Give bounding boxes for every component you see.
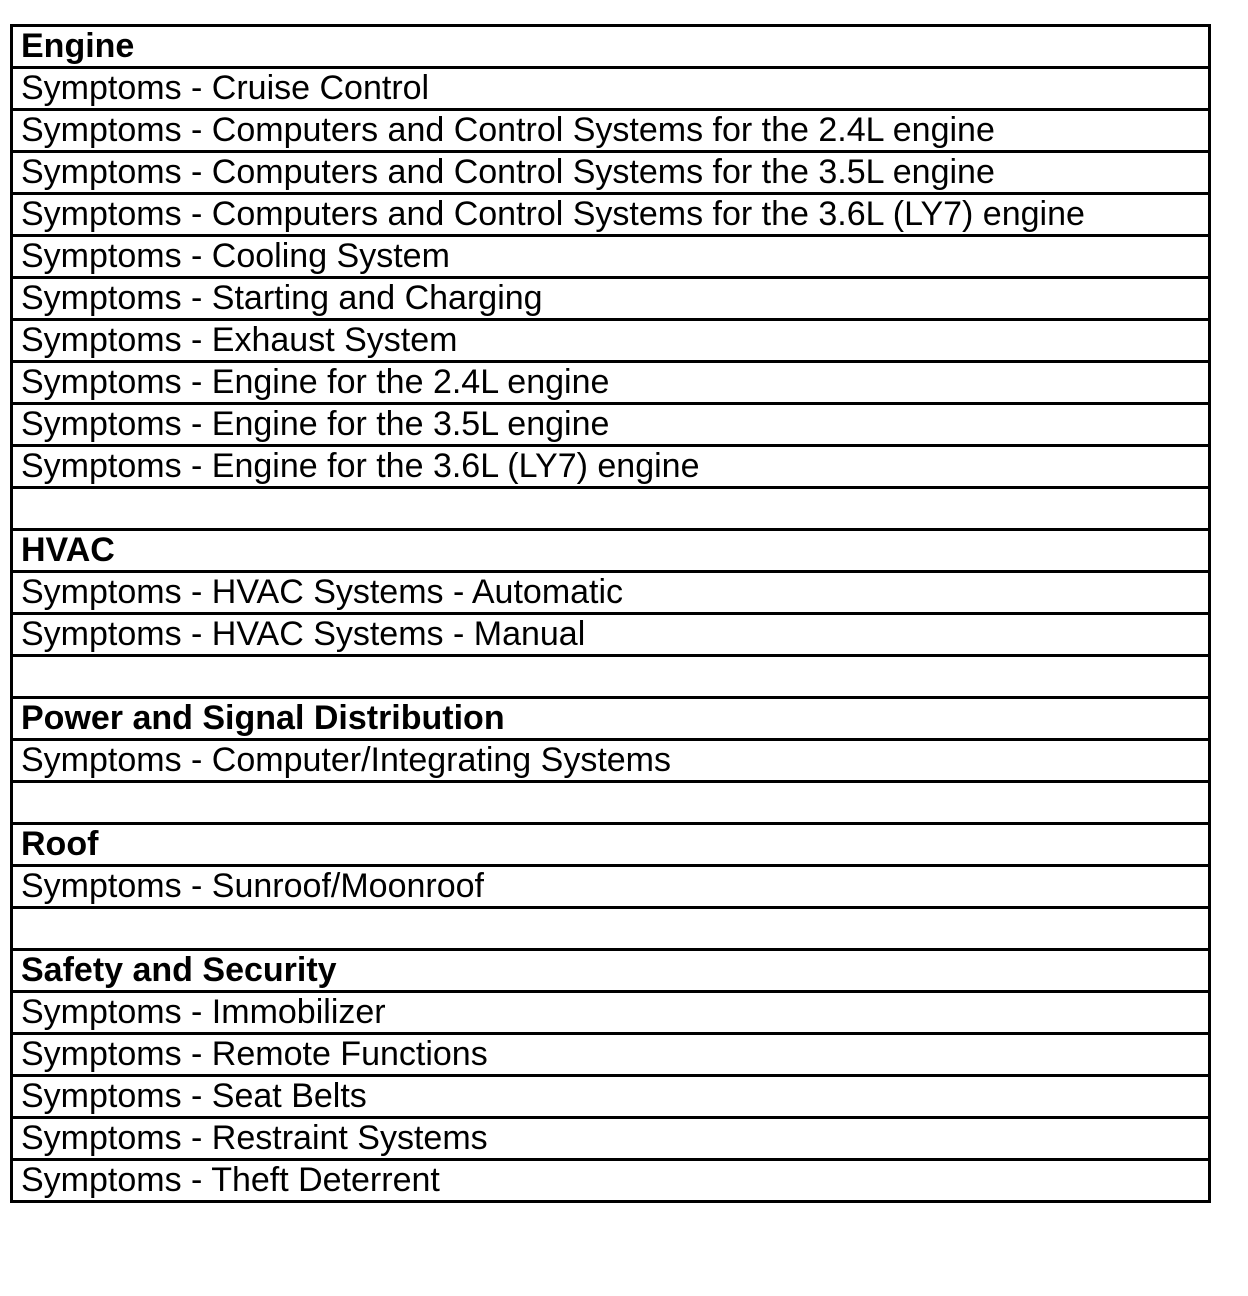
- blank-spacer-row: [12, 488, 1210, 530]
- symptom-link[interactable]: Symptoms - Remote Functions: [12, 1034, 1210, 1076]
- symptom-link[interactable]: Symptoms - Computers and Control Systems for the 3.6L (LY7) engine: [12, 194, 1210, 236]
- blank-cell: [12, 488, 1210, 530]
- symptom-link[interactable]: Symptoms - HVAC Systems - Manual: [12, 614, 1210, 656]
- blank-spacer-row: [12, 782, 1210, 824]
- symptom-link[interactable]: Symptoms - HVAC Systems - Automatic: [12, 572, 1210, 614]
- symptom-row: [12, 110, 1210, 152]
- symptom-row: [12, 152, 1210, 194]
- symptom-link[interactable]: Symptoms - Cooling System: [12, 236, 1210, 278]
- symptom-link[interactable]: Symptoms - Immobilizer: [12, 992, 1210, 1034]
- symptom-link[interactable]: Symptoms - Computers and Control Systems for the 3.5L engine: [12, 152, 1210, 194]
- symptom-row: [12, 320, 1210, 362]
- symptom-row: [12, 992, 1210, 1034]
- symptom-row: [12, 866, 1210, 908]
- symptom-link[interactable]: Symptoms - Cruise Control: [12, 68, 1210, 110]
- symptom-row: [12, 404, 1210, 446]
- symptom-row: [12, 572, 1210, 614]
- symptom-link[interactable]: Symptoms - Engine for the 3.5L engine: [12, 404, 1210, 446]
- symptom-table: [10, 24, 1211, 1203]
- blank-spacer-row: [12, 656, 1210, 698]
- symptom-link[interactable]: Symptoms - Engine for the 3.6L (LY7) engine: [12, 446, 1210, 488]
- section-heading: Roof: [12, 824, 1210, 866]
- section-heading: Power and Signal Distribution: [12, 698, 1210, 740]
- section-heading: HVAC: [12, 530, 1210, 572]
- symptom-row: [12, 68, 1210, 110]
- blank-cell: [12, 656, 1210, 698]
- section-heading-row: [12, 26, 1210, 68]
- symptom-link[interactable]: Symptoms - Theft Deterrent: [12, 1160, 1210, 1202]
- symptom-link[interactable]: Symptoms - Restraint Systems: [12, 1118, 1210, 1160]
- symptom-row: [12, 236, 1210, 278]
- blank-cell: [12, 908, 1210, 950]
- section-heading: Engine: [12, 26, 1210, 68]
- symptom-row: [12, 1076, 1210, 1118]
- symptom-row: [12, 614, 1210, 656]
- symptom-table-body: [12, 26, 1210, 1202]
- symptom-row: [12, 740, 1210, 782]
- symptom-link[interactable]: Symptoms - Starting and Charging: [12, 278, 1210, 320]
- blank-cell: [12, 782, 1210, 824]
- symptom-row: [12, 1118, 1210, 1160]
- symptom-row: [12, 194, 1210, 236]
- symptom-link[interactable]: Symptoms - Sunroof/Moonroof: [12, 866, 1210, 908]
- symptom-link[interactable]: Symptoms - Computer/Integrating Systems: [12, 740, 1210, 782]
- section-heading-row: [12, 530, 1210, 572]
- symptom-row: [12, 278, 1210, 320]
- symptom-index: [10, 24, 1211, 1203]
- symptom-row: [12, 362, 1210, 404]
- section-heading-row: [12, 950, 1210, 992]
- symptom-row: [12, 1034, 1210, 1076]
- symptom-row: [12, 1160, 1210, 1202]
- section-heading: Safety and Security: [12, 950, 1210, 992]
- symptom-link[interactable]: Symptoms - Engine for the 2.4L engine: [12, 362, 1210, 404]
- symptom-row: [12, 446, 1210, 488]
- symptom-link[interactable]: Symptoms - Computers and Control Systems for the 2.4L engine: [12, 110, 1210, 152]
- section-heading-row: [12, 698, 1210, 740]
- symptom-link[interactable]: Symptoms - Exhaust System: [12, 320, 1210, 362]
- section-heading-row: [12, 824, 1210, 866]
- symptom-link[interactable]: Symptoms - Seat Belts: [12, 1076, 1210, 1118]
- blank-spacer-row: [12, 908, 1210, 950]
